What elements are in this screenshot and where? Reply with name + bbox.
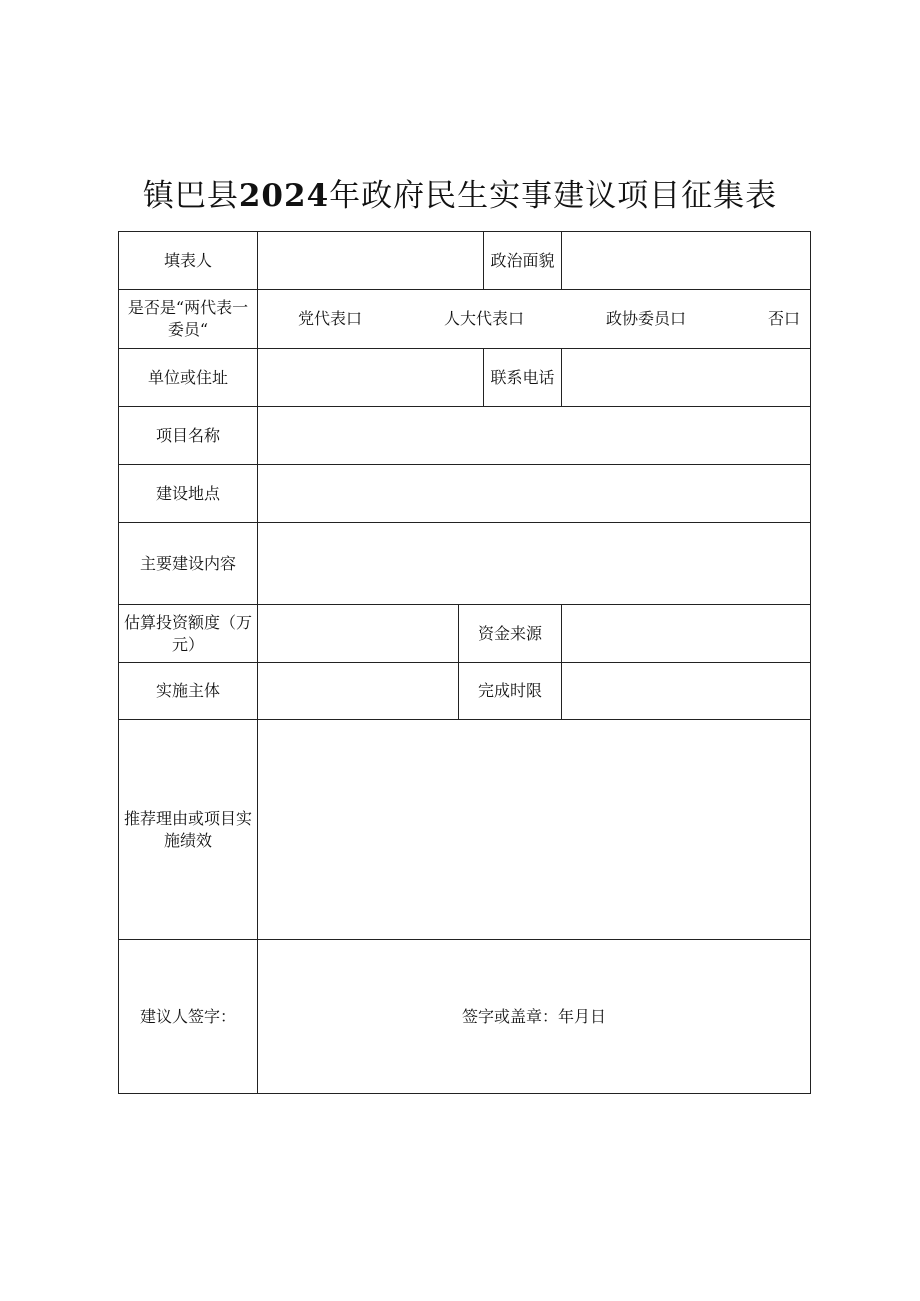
title-suffix: 年政府民生实事建议项目征集表 (329, 178, 778, 214)
row-delegate (119, 290, 811, 349)
label-implementer: 实施主体 (119, 663, 258, 720)
signature-area[interactable] (258, 940, 811, 1094)
label-project-name: 项目名称 (119, 407, 258, 465)
row-signature (119, 940, 811, 1094)
label-investment: 估算投资额度（万元） (119, 605, 258, 663)
label-reason: 推荐理由或项目实施绩效 (119, 720, 258, 940)
label-deadline: 完成时限 (459, 663, 562, 720)
input-phone[interactable] (562, 349, 811, 407)
option-none[interactable]: 否口 (767, 309, 800, 328)
input-investment[interactable] (258, 605, 459, 663)
input-fund-source[interactable] (562, 605, 811, 663)
input-filler[interactable] (258, 232, 484, 290)
row-location (119, 465, 811, 523)
option-cppcc-member[interactable]: 政协委员口 (605, 309, 686, 328)
row-implementer (119, 663, 811, 720)
input-reason[interactable] (258, 720, 811, 940)
title-year: 2024 (238, 178, 330, 214)
input-main-content[interactable] (258, 523, 811, 605)
label-filler: 填表人 (119, 232, 258, 290)
title-prefix: 镇巴县 (142, 178, 239, 214)
row-investment (119, 605, 811, 663)
input-project-name[interactable] (258, 407, 811, 465)
input-deadline[interactable] (562, 663, 811, 720)
label-location: 建设地点 (119, 465, 258, 523)
row-reason (119, 720, 811, 940)
input-address[interactable] (258, 349, 484, 407)
option-party-delegate[interactable]: 党代表口 (298, 309, 363, 328)
input-political-status[interactable] (562, 232, 811, 290)
row-filler (119, 232, 811, 290)
label-address: 单位或住址 (119, 349, 258, 407)
row-project-name (119, 407, 811, 465)
input-implementer[interactable] (258, 663, 459, 720)
label-fund-source: 资金来源 (459, 605, 562, 663)
label-delegate-question: 是否是“两代表一委员“ (119, 290, 258, 349)
input-location[interactable] (258, 465, 811, 523)
row-address (119, 349, 811, 407)
collection-form-table (118, 231, 811, 1094)
row-main-content (119, 523, 811, 605)
delegate-options (258, 290, 811, 349)
option-npc-delegate[interactable]: 人大代表口 (443, 309, 524, 328)
sign-or-seal-text: 签字或盖章：年月日 (461, 1006, 606, 1026)
page-title (0, 170, 920, 215)
label-proposer-sign: 建议人签字： (119, 940, 258, 1094)
label-main-content: 主要建设内容 (119, 523, 258, 605)
label-political-status: 政治面貌 (484, 232, 562, 290)
label-phone: 联系电话 (484, 349, 562, 407)
